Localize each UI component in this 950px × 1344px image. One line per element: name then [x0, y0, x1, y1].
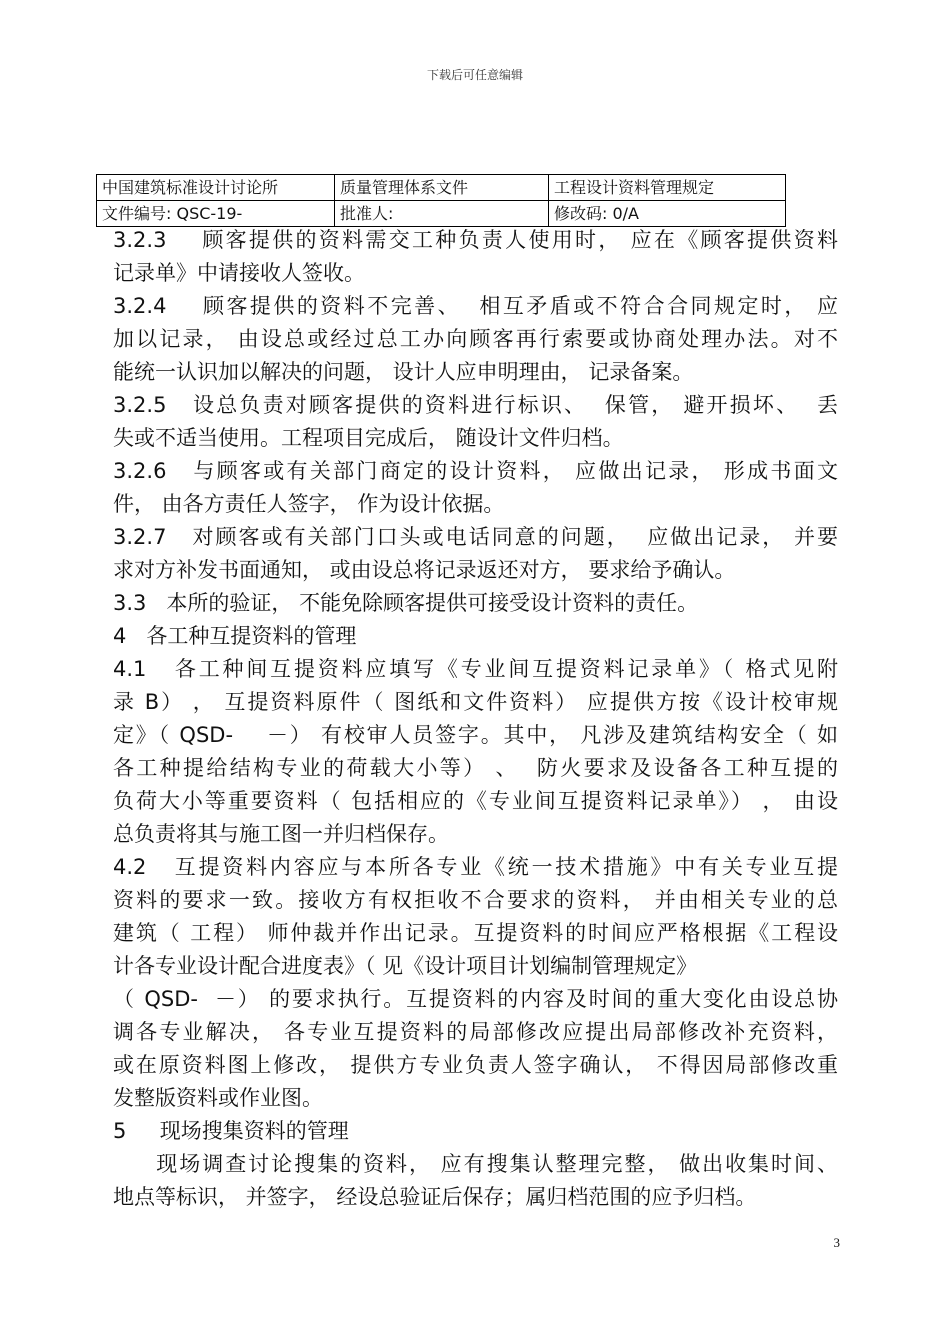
- text-line: 各工种提给结构专业的荷载大小等） 、 防火要求及设备各工种互提的: [113, 756, 838, 780]
- text-line: 3.2.4 顾客提供的资料不完善、 相互矛盾或不符合合同规定时， 应: [113, 294, 838, 318]
- doc-no-cell: 文件编号: QSC-19-: [97, 201, 335, 227]
- text-line: 能统一认识加以解决的问题， 设计人应申明理由， 记录备案。: [113, 360, 694, 384]
- text-line: 发整版资料或作业图。: [113, 1086, 323, 1110]
- text-line: 或在原资料图上修改， 提供方专业负责人签字确认， 不得因局部修改重: [113, 1053, 838, 1077]
- text-line: 件， 由各方责任人签字， 作为设计依据。: [113, 492, 505, 516]
- top-note: 下载后可任意编辑: [426, 68, 523, 82]
- text-line: 求对方补发书面通知， 或由设总将记录返还对方， 要求给予确认。: [113, 558, 736, 582]
- text-line: 记录单》中请接收人签收。: [113, 261, 365, 285]
- header-row-2: [97, 201, 786, 227]
- text-line: 负荷大小等重要资料（ 包括相应的《专业间互提资料记录单》） ， 由设: [113, 789, 838, 813]
- text-line: 3.3 本所的验证， 不能免除顾客提供可接受设计资料的责任。: [113, 591, 699, 615]
- text-line: 建筑（ 工程） 师仲裁并作出记录。互提资料的时间应严格根据《工程设: [113, 921, 838, 945]
- header-table: [96, 174, 786, 227]
- text-line: 地点等标识， 并签字， 经设总验证后保存；属归档范围的应予归档。: [113, 1185, 757, 1209]
- text-line: 定》（ QSD- －） 有校审人员签字。其中， 凡涉及建筑结构安全（ 如: [113, 723, 838, 747]
- system-cell: 质量管理体系文件: [335, 175, 549, 201]
- header-row-1: [97, 175, 786, 201]
- text-line: 3.2.5 设总负责对顾客提供的资料进行标识、 保管， 避开损坏、 丢: [113, 393, 838, 417]
- title-cell: 工程设计资料管理规定: [549, 175, 786, 201]
- text-line: 3.2.6 与顾客或有关部门商定的设计资料， 应做出记录， 形成书面文: [113, 459, 838, 483]
- approver-cell: 批准人:: [335, 201, 549, 227]
- section-heading: 5 现场搜集资料的管理: [113, 1119, 349, 1143]
- text-line: 失或不适当使用。工程项目完成后， 随设计文件归档。: [113, 426, 624, 450]
- page-number: 3: [833, 1235, 840, 1250]
- text-line: （ QSD- －） 的要求执行。互提资料的内容及时间的重大变化由设总协: [113, 987, 838, 1011]
- text-line: 3.2.3 顾客提供的资料需交工种负责人使用时， 应在《顾客提供资料: [113, 228, 838, 252]
- org-cell: 中国建筑标准设计讨论所: [97, 175, 335, 201]
- section-heading: 4 各工种互提资料的管理: [113, 624, 357, 648]
- text-line: 4.2 互提资料内容应与本所各专业《统一技术措施》中有关专业互提: [113, 855, 838, 879]
- body-text: [113, 224, 838, 1214]
- text-line: 4.1 各工种间互提资料应填写《专业间互提资料记录单》（ 格式见附: [113, 657, 838, 681]
- text-line: 总负责将其与施工图一并归档保存。: [113, 822, 449, 846]
- text-line: 现场调查讨论搜集的资料， 应有搜集认整理完整， 做出收集时间、: [113, 1152, 838, 1176]
- text-line: 加以记录， 由设总或经过总工办向顾客再行索要或协商处理办法。对不: [113, 327, 838, 351]
- text-line: 调各专业解决， 各专业互提资料的局部修改应提出局部修改补充资料，: [113, 1020, 838, 1044]
- text-line: 计各专业设计配合进度表》（ 见《设计项目计划编制管理规定》: [113, 954, 698, 978]
- text-line: 资料的要求一致。接收方有权拒收不合要求的资料， 并由相关专业的总: [113, 888, 838, 912]
- text-line: 3.2.7 对顾客或有关部门口头或电话同意的问题， 应做出记录， 并要: [113, 525, 838, 549]
- revision-cell: 修改码: 0/A: [549, 201, 786, 227]
- text-line: 录 B） ， 互提资料原件（ 图纸和文件资料） 应提供方按《设计校审规: [113, 690, 838, 714]
